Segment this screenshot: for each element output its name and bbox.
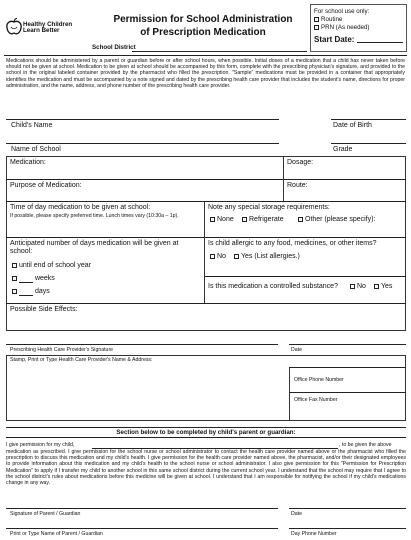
days-label: Anticipated number of days medication will be given at school: <box>10 240 179 255</box>
controlled-yes-checkbox[interactable] <box>374 284 379 289</box>
controlled-no-checkbox[interactable] <box>350 284 355 289</box>
routine-option[interactable]: Routine <box>314 16 342 23</box>
purpose-label: Purpose of Medication: <box>10 182 82 189</box>
provider-date-label: Date <box>291 347 302 353</box>
parent-name-label: Print or Type Name of Parent / Guardian <box>10 531 103 537</box>
school-district-line[interactable] <box>132 51 307 52</box>
allergic-yes-checkbox[interactable] <box>234 254 239 259</box>
weeks-checkbox[interactable] <box>12 276 17 281</box>
child-name-line[interactable] <box>6 119 279 120</box>
controlled-label: Is this medication a controlled substance? <box>208 283 338 290</box>
apple-icon <box>6 18 22 36</box>
parent-signature-line[interactable] <box>6 508 278 509</box>
provider-stamp-label: Stamp, Print or Type Health Care Provider's Name & Address: <box>10 357 153 363</box>
permission-paragraph: medication as prescribed. I give permission for the school nurse or school administrator to contact the health care provider named above or the pharmacist who filled the prescription to discuss this medication and my child's health. I give permission for the health care provider named above, the pharmacist, and/or their designated employees to provide information about this medication and my child's health to the school nurse or school administrator. I also give permission for this "Permission for Prescription Medication" to apply if I transfer my child to another school in this same school district during the current school year. I understand that the school may require that I agree to the school district's rules about medications before this medicine will be given at school. I understand that I am responsible for notifying the school if my child's medications change in any way. <box>6 449 406 487</box>
start-date-label: Start Date: <box>314 35 355 44</box>
storage-other-option[interactable]: Other (please specify): <box>298 216 375 224</box>
parent-signature-label: Signature of Parent / Guardian <box>10 511 81 517</box>
parent-date-label: Date <box>291 511 302 517</box>
form-title-line-2: of Prescription Medication <box>140 27 266 38</box>
stamp-col-divider <box>289 367 290 421</box>
office-fax-label: Office Fax Number <box>294 397 338 403</box>
section-divider-top <box>6 427 406 428</box>
storage-other-checkbox[interactable] <box>298 217 303 222</box>
grade-label: Grade <box>333 146 353 153</box>
routine-checkbox[interactable] <box>314 17 319 22</box>
weeks-option[interactable]: weeks <box>12 275 55 283</box>
parent-name-line[interactable] <box>6 528 278 529</box>
row-divider-5 <box>6 303 406 304</box>
route-label: Route: <box>287 182 308 189</box>
school-use-heading: For school use only: <box>314 8 370 15</box>
grade-line[interactable] <box>331 143 406 144</box>
school-name-label: Name of School <box>11 146 61 153</box>
col-divider-2 <box>204 201 205 303</box>
allergic-yes-option[interactable]: Yes (List allergies.) <box>234 253 300 261</box>
storage-refrigerate-checkbox[interactable] <box>242 217 247 222</box>
controlled-yes-option[interactable]: Yes <box>374 283 392 291</box>
storage-none-option[interactable]: None <box>210 216 234 224</box>
time-of-day-label: Time of day medication to be given at school: <box>10 204 151 211</box>
permission-end: , to be given the above <box>339 442 392 448</box>
school-name-line[interactable] <box>6 143 279 144</box>
storage-label: Note any special storage requirements: <box>208 204 330 211</box>
storage-none-checkbox[interactable] <box>210 217 215 222</box>
logo-line-1: Healthy Children <box>23 21 73 28</box>
days-checkbox[interactable] <box>12 289 17 294</box>
permission-start: I give permission for my child, <box>6 442 75 448</box>
controlled-no-option[interactable]: No <box>350 283 366 291</box>
logo <box>4 6 84 52</box>
dob-label: Date of Birth <box>333 122 372 129</box>
row-divider-1 <box>6 179 406 180</box>
row-divider-4 <box>204 276 406 277</box>
prn-option[interactable]: PRN (As needed) <box>314 24 370 31</box>
until-end-checkbox[interactable] <box>12 263 17 268</box>
dosage-label: Dosage: <box>287 159 314 166</box>
section-divider-bottom <box>6 437 406 438</box>
weeks-blank[interactable] <box>19 277 33 283</box>
provider-date-line[interactable] <box>289 344 406 345</box>
time-of-day-note: If possible, please specify preferred time. Lunch times vary (10:30a – 1p). <box>10 213 179 219</box>
col-divider-1 <box>283 156 284 201</box>
school-district-label: School District <box>92 44 136 51</box>
header-divider <box>4 55 407 56</box>
start-date-line[interactable] <box>357 42 403 43</box>
provider-stamp-box[interactable] <box>6 355 406 421</box>
dob-line[interactable] <box>331 119 406 120</box>
office-phone-label: Office Phone Number <box>294 377 344 383</box>
day-phone-label: Day Phone Number <box>291 531 337 537</box>
days-option[interactable]: days <box>12 288 50 296</box>
parent-section-title: Section below to be completed by child's parent or guardian: <box>116 429 296 436</box>
prn-checkbox[interactable] <box>314 25 319 30</box>
row-divider-2 <box>6 201 406 202</box>
allergic-label: Is child allergic to any food, medicines, or other items? <box>208 240 377 247</box>
stamp-row-divider-1 <box>289 367 406 368</box>
form-title-line-1: Permission for School Administration <box>113 14 293 25</box>
school-use-box <box>310 4 407 52</box>
allergic-no-option[interactable]: No <box>210 253 226 261</box>
row-divider-3 <box>6 237 406 238</box>
logo-line-2: Learn Better <box>23 27 60 34</box>
parent-date-line[interactable] <box>289 508 406 509</box>
child-name-label: Child's Name <box>11 122 53 129</box>
stamp-row-divider-2 <box>289 392 406 393</box>
intro-paragraph: Medications should be administered by a parent or guardian before or after school hours, when possible. Initial doses of a medication that a child has never taken before should not be given at school. Medication to be given at school should be accompanied by this form, complete with the prescribing physician's signature, and provided to the school in the original labeled container provided by the pharmacist who filled the prescription. "Sample" medications must be provided in a container that appropriately identifies the medication and must be accompanied by a note signed and dated by the prescribing health care provider that includes the student's name, directions for proper administration, and the name, address, and phone number of the prescribing health care provider. <box>6 58 405 89</box>
provider-signature-line[interactable] <box>6 344 278 345</box>
day-phone-line[interactable] <box>289 528 406 529</box>
provider-signature-label: Prescribing Health Care Provider's Signature <box>10 347 114 353</box>
storage-refrigerate-option[interactable]: Refrigerate <box>242 216 284 224</box>
side-effects-label: Possible Side Effects: <box>10 306 78 313</box>
allergic-no-checkbox[interactable] <box>210 254 215 259</box>
days-blank[interactable] <box>19 290 33 296</box>
medication-label: Medication: <box>10 159 46 166</box>
until-end-option[interactable]: until end of school year <box>12 262 91 270</box>
